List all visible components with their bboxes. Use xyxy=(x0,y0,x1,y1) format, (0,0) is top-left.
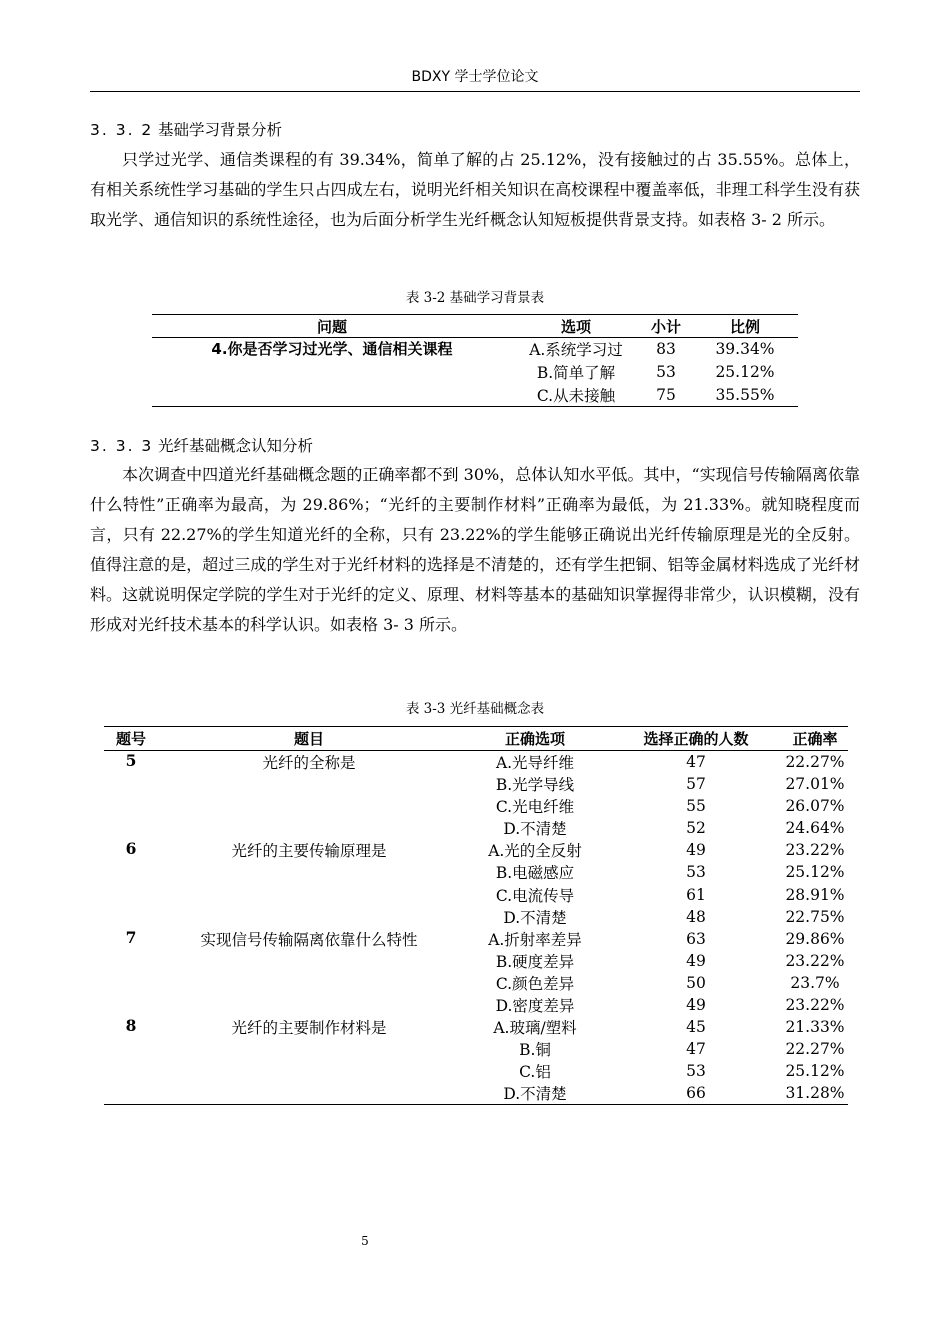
section-heading-3-3-2 xyxy=(90,118,282,140)
rate-cell: 22.27% xyxy=(785,753,845,771)
header-option: 选项 xyxy=(512,315,640,338)
table-header-row xyxy=(104,727,848,751)
question-title-cell: 光纤的主要制作材料是 xyxy=(231,1019,387,1038)
rate-cell: 25.12% xyxy=(785,863,845,882)
rate-cell: 26.07% xyxy=(785,797,845,816)
count-cell: 63 xyxy=(686,929,706,948)
rate-cell: 29.86% xyxy=(785,929,845,948)
table-row xyxy=(104,1016,848,1038)
option-cell: B.硬度差异 xyxy=(495,952,575,971)
header-correct-option: 正确选项 xyxy=(460,727,610,751)
rate-cell: 28.91% xyxy=(785,885,845,904)
rate-cell: 24.64% xyxy=(785,819,845,838)
option-cell: D.不清楚 xyxy=(503,1085,567,1104)
option-cell: A.系统学习过 xyxy=(529,341,623,360)
count-cell: 47 xyxy=(686,753,706,771)
option-cell: B.电磁感应 xyxy=(495,864,575,883)
question-number-cell: 6 xyxy=(125,839,137,859)
option-cell: C.铝 xyxy=(519,1063,551,1082)
count-cell: 57 xyxy=(686,775,706,794)
rate-cell: 23.22% xyxy=(785,995,845,1014)
count-cell: 75 xyxy=(656,385,676,404)
count-cell: 53 xyxy=(656,363,676,381)
rate-cell: 23.22% xyxy=(785,951,845,970)
count-cell: 45 xyxy=(686,1018,706,1037)
question-title-cell: 光纤的主要传输原理是 xyxy=(231,842,387,861)
paragraph-learning-background: 只学过光学、通信类课程的有 39.34%，简单了解的占 25.12%，没有接触过的占 35.55%。总体上，有相关系统性学习基础的学生只占四成左右，说明光纤相关知识在高校课程中覆盖率低，非理工科学生没有获取光学、通信知识的系统性途径，也为后面分析学生光纤概念认知短板提供背景支持。如表格 3- 2 所示。 xyxy=(90,150,860,229)
option-cell: B.铜 xyxy=(519,1041,551,1060)
count-cell: 49 xyxy=(686,841,706,860)
header-rule xyxy=(90,91,860,92)
rate-cell: 22.27% xyxy=(785,1040,845,1059)
table-row xyxy=(152,338,798,361)
rate-cell: 31.28% xyxy=(785,1084,845,1103)
learning-background-table xyxy=(152,314,798,407)
option-cell: B.光学导线 xyxy=(495,776,575,795)
ratio-cell: 35.55% xyxy=(715,385,775,404)
header-question: 问题 xyxy=(152,315,512,338)
header-count: 小计 xyxy=(640,315,692,338)
table-row xyxy=(104,751,848,774)
count-cell: 49 xyxy=(686,951,706,970)
rate-cell: 21.33% xyxy=(785,1018,845,1037)
ratio-cell: 39.34% xyxy=(715,340,775,359)
option-cell: A.光的全反射 xyxy=(488,842,582,861)
header-number: 题号 xyxy=(104,727,158,751)
option-cell: C.从未接触 xyxy=(536,386,616,405)
option-cell: D.密度差异 xyxy=(495,996,575,1015)
ratio-cell: 25.12% xyxy=(715,363,775,381)
rate-cell: 27.01% xyxy=(785,775,845,794)
option-cell: C.电流传导 xyxy=(495,886,575,905)
count-cell: 83 xyxy=(656,340,676,359)
header-question: 题目 xyxy=(158,727,460,751)
table-3-3-caption: 表 3-3 光纤基础概念表 xyxy=(405,701,545,717)
rate-cell: 25.12% xyxy=(785,1062,845,1081)
table-row xyxy=(104,839,848,861)
count-cell: 48 xyxy=(686,907,706,926)
option-cell: B.简单了解 xyxy=(536,364,616,382)
count-cell: 53 xyxy=(686,863,706,882)
section-number: 3. 3. 2 xyxy=(90,121,154,139)
question-number-cell: 5 xyxy=(125,751,137,770)
fiber-concept-table xyxy=(104,726,848,1105)
page-number: 5 xyxy=(361,1234,369,1248)
option-cell: C.光电纤维 xyxy=(495,798,575,817)
option-cell: D.不清楚 xyxy=(503,908,567,927)
option-cell: A.玻璃/塑料 xyxy=(493,1019,577,1038)
question-title-cell: 光纤的全称是 xyxy=(262,754,356,772)
question-cell: 4.你是否学习过光学、通信相关课程 xyxy=(211,340,453,358)
count-cell: 52 xyxy=(686,819,706,838)
option-cell: D.不清楚 xyxy=(503,820,567,839)
count-cell: 55 xyxy=(686,797,706,816)
count-cell: 47 xyxy=(686,1040,706,1059)
header-correct-rate: 正确率 xyxy=(782,727,848,751)
rate-cell: 22.75% xyxy=(785,907,845,926)
section-heading-3-3-3 xyxy=(90,434,313,456)
table-row xyxy=(104,928,848,950)
option-cell: A.光导纤维 xyxy=(495,754,575,772)
header-ratio: 比例 xyxy=(692,315,798,338)
table-3-2-caption: 表 3-2 基础学习背景表 xyxy=(405,290,545,306)
table-header-row xyxy=(152,315,798,338)
option-cell: A.折射率差异 xyxy=(488,930,582,949)
count-cell: 50 xyxy=(686,973,706,992)
question-number-cell: 7 xyxy=(125,927,137,947)
count-cell: 53 xyxy=(686,1062,706,1081)
option-cell: C.颜色差异 xyxy=(495,974,575,993)
count-cell: 61 xyxy=(686,885,706,904)
page-header-title: BDXY 学士学位论文 xyxy=(411,69,539,85)
question-title-cell: 实现信号传输隔离依靠什么特性 xyxy=(200,930,418,949)
section-title: 光纤基础概念认知分析 xyxy=(158,437,314,455)
section-number: 3. 3. 3 xyxy=(90,437,154,455)
rate-cell: 23.7% xyxy=(790,973,840,992)
paragraph-concept-cognition: 本次调查中四道光纤基础概念题的正确率都不到 30%，总体认知水平低。其中，“实现信号传输隔离依靠什么特性”正确率为最高，为 29.86%；“光纤的主要制作材料”正确率为最低，为 21.33%。就知晓程度而言，只有 22.27%的学生知道光纤的全称，只有 23.22%的学生能够正确说出光纤传输原理是光的全反射。值得注意的是，超过三成的学生对于光纤材料的选择是不清楚的，还有学生把铜、铝等金属材料选成了光纤材料。这就说明保定学院的学生对于光纤的定义、原理、材料等基本的基础知识掌握得非常少，认识模糊，没有形成对光纤技术基本的科学认识。如表格 3- 3 所示。 xyxy=(90,465,860,634)
count-cell: 66 xyxy=(686,1084,706,1103)
question-number-cell: 8 xyxy=(125,1016,137,1036)
section-title: 基础学习背景分析 xyxy=(158,121,283,139)
rate-cell: 23.22% xyxy=(785,841,845,860)
header-correct-count: 选择正确的人数 xyxy=(610,727,782,751)
count-cell: 49 xyxy=(686,995,706,1014)
